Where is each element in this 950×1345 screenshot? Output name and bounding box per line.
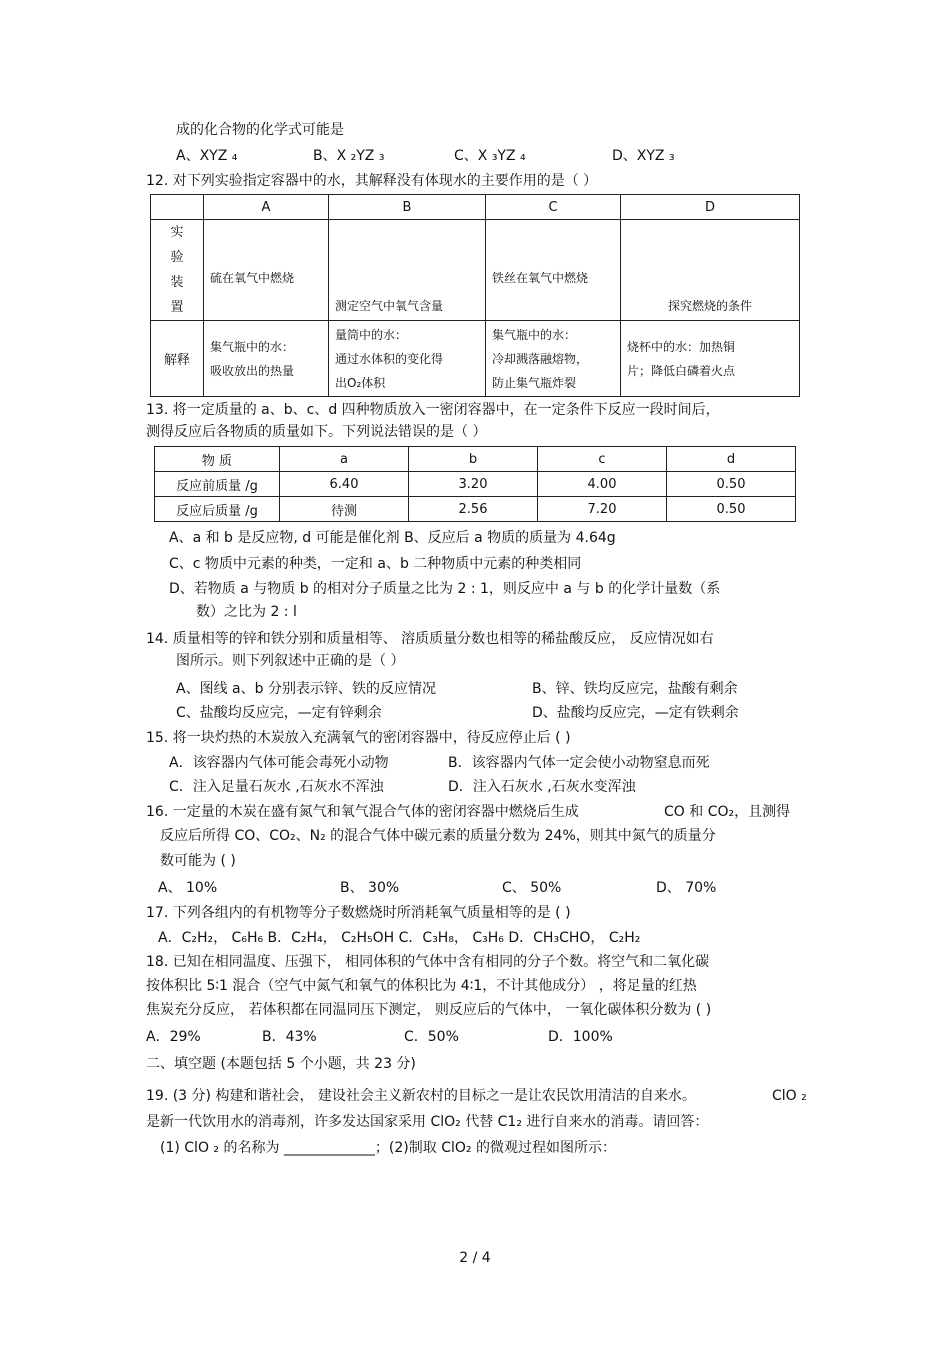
q12-corner-cell — [151, 195, 204, 220]
table-row — [155, 472, 796, 497]
q12-stem: 12. 对下列实验指定容器中的水，其解释没有体现水的主要作用的是（ ） — [146, 173, 598, 189]
q11-option-a: A、XYZ ₄ — [176, 148, 238, 164]
q16-line1b: CO 和 CO₂，且测得 — [664, 804, 791, 820]
q13-cell: 7.20 — [538, 497, 667, 522]
q19-line1: 19. (3 分) 构建和谐社会， 建设社会主义新农村的目标之一是让农民饮用清洁的自来水。 — [146, 1088, 696, 1104]
q11-tail: 成的化合物的化学式可能是 — [176, 122, 344, 138]
section-heading: 二、填空题 (本题包括 5 个小题，共 23 分) — [146, 1056, 416, 1072]
q13-option-d-line2: 数）之比为 2 : l — [196, 604, 297, 620]
q14-option-d: D、盐酸均反应完，—定有铁剩余 — [532, 705, 739, 721]
q13-cell: 待测 — [280, 497, 409, 522]
q12-explanation-b: 量筒中的水： 通过水体积的变化得 出O₂体积 — [329, 321, 486, 397]
q16-line2: 反应后所得 CO、CO₂、N₂ 的混合气体中碳元素的质量分数为 24%，则其中氮气的质量分 — [160, 828, 716, 844]
q17-options: A．C₂H₂， C₆H₆ B．C₂H₄， C₂H₅OH C．C₃H₈， C₃H₆ D．CH₃CHO， C₂H₂ — [158, 930, 641, 946]
q12-row-label-explanation: 解释 — [151, 321, 204, 397]
q15-option-b: B．该容器内气体一定会使小动物窒息而死 — [448, 755, 710, 771]
q15-option-c: C．注入足量石灰水 ,石灰水不浑浊 — [169, 779, 384, 795]
q11-option-b: B、X ₂YZ ₃ — [313, 148, 385, 164]
q18-line1: 18. 已知在相同温度、压强下， 相同体积的气体中含有相同的分子个数。将空气和二氧化碳 — [146, 954, 710, 970]
q16-option-c: C、 50% — [502, 880, 562, 896]
q13-table — [154, 446, 796, 522]
q13-option-d-line1: D、若物质 a 与物质 b 的相对分子质量之比为 2 : 1，则反应中 a 与 b 的化学计量数（系 — [169, 581, 721, 597]
q13-stem-line2: 测得反应后各物质的质量如下。下列说法错误的是（ ） — [146, 424, 487, 440]
q11-option-d: D、XYZ ₃ — [612, 148, 675, 164]
q13-cell: 3.20 — [409, 472, 538, 497]
q12-apparatus-c: 铁丝在氧气中燃烧 — [486, 220, 621, 321]
q19-line1b: ClO ₂ — [772, 1088, 807, 1104]
q18-option-b: B．43% — [262, 1029, 317, 1045]
q16-line3: 数可能为 ( ) — [160, 853, 236, 869]
q12-header-b: B — [329, 195, 486, 220]
q12-apparatus-d: 探究燃烧的条件 — [621, 220, 800, 321]
q19-line3: (1) ClO ₂ 的名称为 _____________；(2)制取 ClO₂ 的微观过程如图所示： — [160, 1140, 616, 1156]
q13-cell: 2.56 — [409, 497, 538, 522]
q14-stem-line1: 14. 质量相等的锌和铁分别和质量相等、 溶质质量分数也相等的稀盐酸反应， 反应情况如右 — [146, 631, 714, 647]
q13-stem-line1: 13. 将一定质量的 a、b、c、d 四种物质放入一密闭容器中，在一定条件下反应一段时间后， — [146, 402, 720, 418]
q16-option-a: A、 10% — [158, 880, 218, 896]
q18-line3: 焦炭充分反应， 若体积都在同温同压下测定， 则反应后的气体中， 一氧化碳体积分数为 ( ) — [146, 1002, 712, 1018]
q18-option-a: A．29% — [146, 1029, 201, 1045]
q13-cell: 0.50 — [667, 472, 796, 497]
q14-option-b: B、锌、铁均反应完，盐酸有剩余 — [532, 681, 738, 697]
q13-header-d: d — [667, 447, 796, 472]
q12-explanation-d: 烧杯中的水：加热铜 片；降低白磷着火点 — [621, 321, 800, 397]
q12-row-label-apparatus: 实 验 装 置 — [151, 220, 204, 321]
q13-header-a: a — [280, 447, 409, 472]
q18-option-d: D．100% — [548, 1029, 613, 1045]
q13-cell: 反应前质量 /g — [155, 472, 280, 497]
q14-stem-line2: 图所示。则下列叙述中正确的是（ ） — [176, 653, 405, 669]
q13-header-substance: 物 质 — [155, 447, 280, 472]
q12-apparatus-b: 测定空气中氧气含量 — [329, 220, 486, 321]
q13-cell: 6.40 — [280, 472, 409, 497]
q15-stem: 15. 将一块灼热的木炭放入充满氧气的密闭容器中，待反应停止后 ( ) — [146, 730, 571, 746]
page-number: 2 / 4 — [459, 1250, 491, 1266]
q12-apparatus-a: 硫在氧气中燃烧 — [204, 220, 329, 321]
q14-option-c: C、盐酸均反应完，—定有锌剩余 — [176, 705, 382, 721]
q18-option-c: C．50% — [404, 1029, 459, 1045]
q13-header-b: b — [409, 447, 538, 472]
q11-option-c: C、X ₃YZ ₄ — [454, 148, 526, 164]
q12-header-a: A — [204, 195, 329, 220]
q16-option-d: D、 70% — [656, 880, 717, 896]
q16-option-b: B、 30% — [340, 880, 400, 896]
q12-explanation-c: 集气瓶中的水： 冷却溅落融熔物， 防止集气瓶炸裂 — [486, 321, 621, 397]
q12-header-d: D — [621, 195, 800, 220]
q15-option-a: A．该容器内气体可能会毒死小动物 — [169, 755, 389, 771]
q13-header-c: c — [538, 447, 667, 472]
q17-stem: 17. 下列各组内的有机物等分子数燃烧时所消耗氧气质量相等的是 ( ) — [146, 905, 571, 921]
q13-cell: 0.50 — [667, 497, 796, 522]
table-row — [155, 497, 796, 522]
q13-option-ab: A、a 和 b 是反应物, d 可能是催化剂 B、反应后 a 物质的质量为 4.64g — [169, 530, 616, 546]
q13-cell: 4.00 — [538, 472, 667, 497]
q19-line2: 是新一代饮用水的消毒剂，许多发达国家采用 ClO₂ 代替 C1₂ 进行自来水的消毒。请回答： — [146, 1114, 709, 1130]
q16-line1: 16. 一定量的木炭在盛有氮气和氧气混合气体的密闭容器中燃烧后生成 — [146, 804, 579, 820]
q12-table — [150, 194, 800, 397]
q13-option-c: C、c 物质中元素的种类，一定和 a、b 二种物质中元素的种类相同 — [169, 556, 582, 572]
q15-option-d: D．注入石灰水 ,石灰水变浑浊 — [448, 779, 636, 795]
q12-explanation-a: 集气瓶中的水： 吸收放出的热量 — [204, 321, 329, 397]
q18-line2: 按体积比 5∶1 混合（空气中氮气和氧气的体积比为 4∶1，不计其他成分） ，将足量的红热 — [146, 978, 697, 994]
q13-cell: 反应后质量 /g — [155, 497, 280, 522]
q12-header-c: C — [486, 195, 621, 220]
q14-option-a: A、图线 a、b 分别表示锌、铁的反应情况 — [176, 681, 436, 697]
